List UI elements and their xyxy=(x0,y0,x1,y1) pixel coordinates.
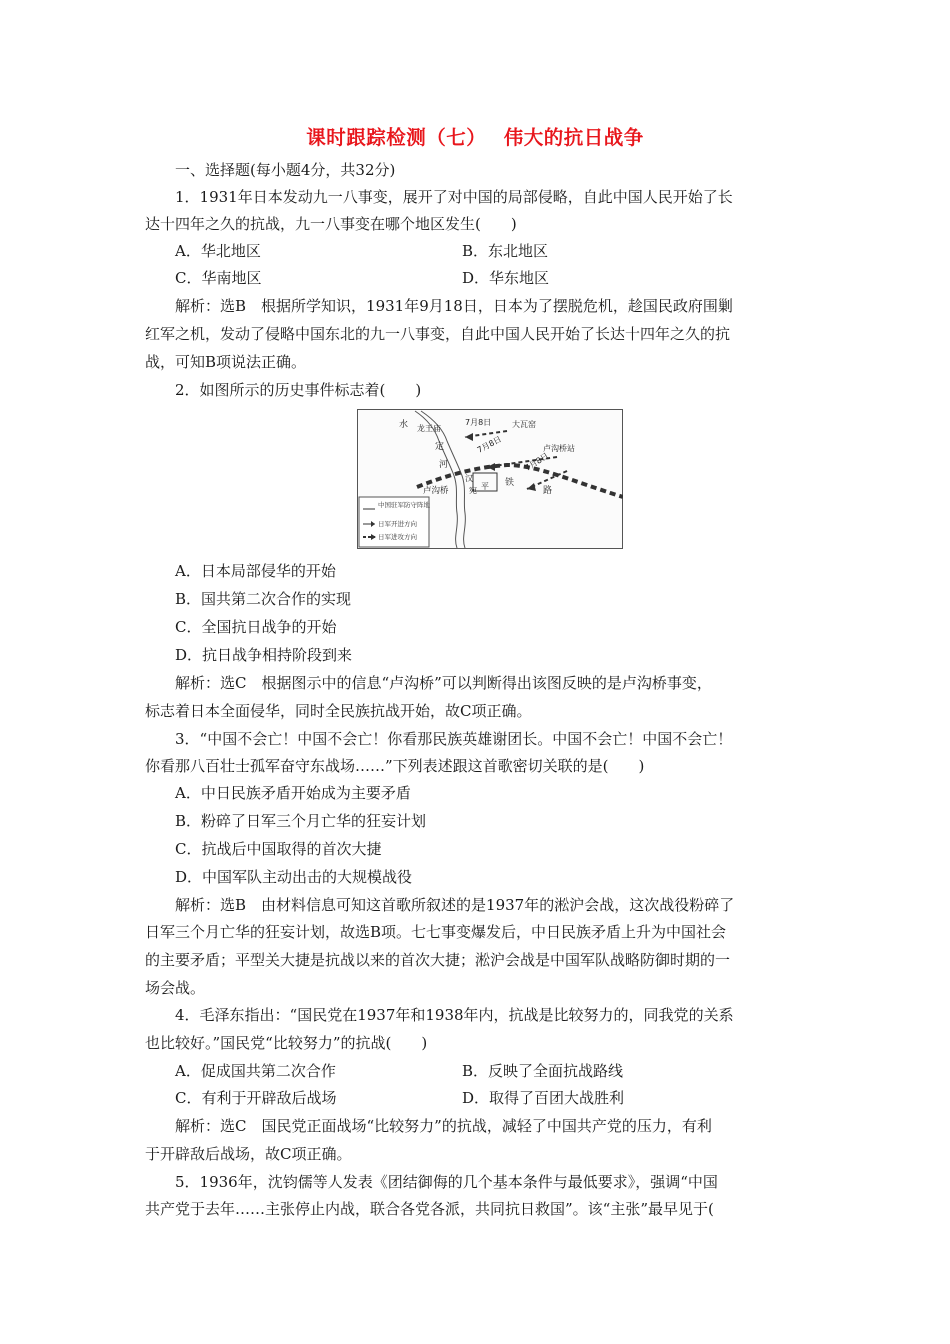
q4-option-a: A．促成国共第二次合作 xyxy=(175,1062,336,1080)
label-lu: 路 xyxy=(543,486,553,496)
q5-stem-line-2: 共产党于去年……主张停止内战，联合各党各派，共同抗日救国”。该“主张”最早见于( xyxy=(145,1200,714,1218)
q1-explanation-line-3: 战，可知B项说法正确。 xyxy=(145,353,307,371)
q3-option-b: B．粉碎了日军三个月亡华的狂妄计划 xyxy=(175,812,427,830)
q1-stem-line-1: 1．1931年日本发动九一八事变，展开了对中国的局部侵略，自此中国人民开始了长 xyxy=(175,188,733,206)
q3-explanation-line-3: 的主要矛盾；平型关大捷是抗战以来的首次大捷；淞沪会战是中国军队战略防御时期的一 xyxy=(145,951,731,969)
q3-stem-line-2: 你看那八百壮士孤军奋守东战场……”下列表述跟这首歌密切关联的是( ) xyxy=(145,757,645,775)
q2-explanation-line-1: 解析：选C 根据图示中的信息“卢沟桥”可以判断得出该图反映的是卢沟桥事变， xyxy=(175,674,712,692)
q3-explanation-line-2: 日军三个月亡华的狂妄计划，故选B项。七七事变爆发后，中日民族矛盾上升为中国社会 xyxy=(145,923,727,941)
q3-option-a: A．中日民族矛盾开始成为主要矛盾 xyxy=(175,784,411,802)
q1-explanation-line-2: 红军之机，发动了侵略中国东北的九一八事变，自此中国人民开始了长达十四年之久的抗 xyxy=(145,325,731,343)
lugouqiao-map xyxy=(357,409,623,549)
label-ding: 定 xyxy=(435,442,445,452)
label-he: 河 xyxy=(439,460,449,470)
q3-option-c: C．抗战后中国取得的首次大捷 xyxy=(175,840,382,858)
label-shui: 水 xyxy=(399,420,409,430)
q2-option-d: D．抗日战争相持阶段到来 xyxy=(175,646,353,664)
q2-option-c: C．全国抗日战争的开始 xyxy=(175,618,337,636)
q2-option-a: A．日本局部侵华的开始 xyxy=(175,562,336,580)
label-date-top: 7月8日 xyxy=(465,418,492,427)
q3-stem-line-1: 3．“中国不会亡！中国不会亡！你看那民族英雄谢团长。中国不会亡！中国不会亡！ xyxy=(175,730,733,748)
q4-option-b: B．反映了全面抗战路线 xyxy=(462,1062,624,1080)
q4-stem-line-1: 4．毛泽东指出：“国民党在1937年和1938年内，抗战是比较努力的，同我党的关系 xyxy=(175,1006,734,1024)
q1-stem-line-2: 达十四年之久的抗战，九一八事变在哪个地区发生( ) xyxy=(145,215,517,233)
q5-stem-line-1: 5．1936年，沈钧儒等人发表《团结御侮的几个基本条件与最低要求》，强调“中国 xyxy=(175,1173,718,1191)
page-title: 课时跟踪检测（七） 伟大的抗日战争 xyxy=(306,126,644,149)
q4-stem-line-2: 也比较好。”国民党“比较努力”的抗战( ) xyxy=(145,1034,428,1052)
q3-explanation-line-4: 场会战。 xyxy=(145,979,206,997)
q3-option-d: D．中国军队主动出击的大规模战役 xyxy=(175,868,413,886)
q2-option-b: B．国共第二次合作的实现 xyxy=(175,590,352,608)
q1-option-b: B．东北地区 xyxy=(462,242,549,260)
label-ping: 平 xyxy=(481,482,489,491)
q4-explanation-line-2: 于开辟敌后战场，故C项正确。 xyxy=(145,1145,352,1163)
q4-explanation-line-1: 解析：选C 国民党正面战场“比较努力”的抗战，减轻了中国共产党的压力，有利 xyxy=(175,1117,712,1135)
label-date-right: 7月8日 xyxy=(523,451,551,473)
label-wan: 宛 xyxy=(469,486,477,495)
q2-stem: 2．如图所示的历史事件标志着( ) xyxy=(175,381,422,399)
label-longwangmiao: 龙王庙 xyxy=(417,424,441,433)
label-lugouqiao: 卢沟桥 xyxy=(423,486,449,496)
q1-option-c: C．华南地区 xyxy=(175,269,262,287)
legend-item-defense: 中国驻军防守阵地 xyxy=(378,501,430,509)
q1-option-a: A．华北地区 xyxy=(175,242,261,260)
label-tie: 铁 xyxy=(505,478,515,488)
section-heading: 一、选择题(每小题4分，共32分) xyxy=(175,161,396,179)
q4-option-c: C．有利于开辟敌后战场 xyxy=(175,1089,337,1107)
label-station: 卢沟桥站 xyxy=(543,444,575,453)
q3-explanation-line-1: 解析：选B 由材料信息可知这首歌所叙述的是1937年的淞沪会战，这次战役粉碎了 xyxy=(175,896,735,914)
q4-option-d: D．取得了百团大战胜利 xyxy=(462,1089,625,1107)
legend-item-attack: 日军进攻方向 xyxy=(378,533,417,541)
q2-explanation-line-2: 标志着日本全面侵华，同时全民族抗战开始，故C项正确。 xyxy=(145,702,532,720)
label-dawayao: 大瓦窑 xyxy=(512,420,536,429)
q1-explanation-line-1: 解析：选B 根据所学知识，1931年9月18日，日本为了摆脱危机，趁国民政府围剿 xyxy=(175,297,733,315)
label-date-mid: 7月8日 xyxy=(475,434,504,455)
q1-option-d: D．华东地区 xyxy=(462,269,550,287)
legend-item-advance: 日军开进方向 xyxy=(378,520,417,528)
label-han: 汉 xyxy=(465,474,473,483)
